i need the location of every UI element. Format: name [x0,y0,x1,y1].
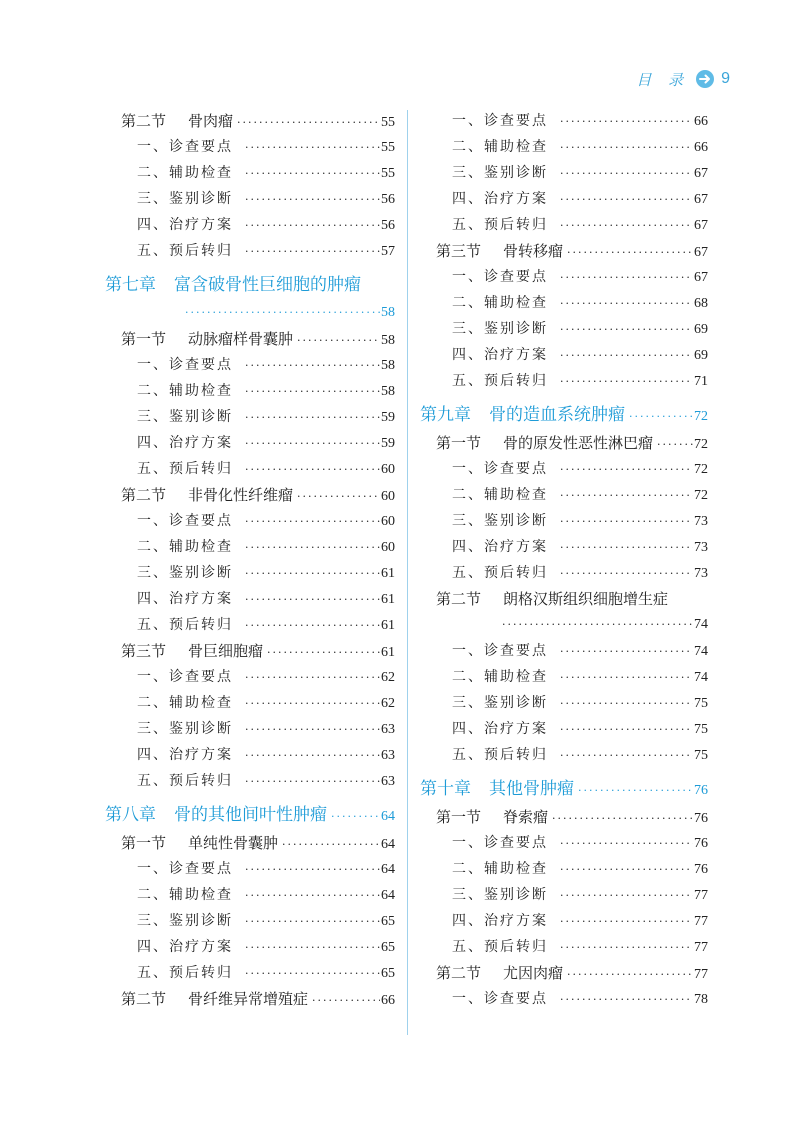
page-ref: 74 [694,644,708,659]
toc-item [420,560,708,586]
leader-dots [245,431,380,456]
section-number: 第一节 [121,330,167,348]
page-ref: 67 [694,270,708,285]
page-ref: 61 [381,592,395,607]
chapter-number: 第七章 [105,275,156,295]
leader-dots [245,961,380,986]
page-ref: 55 [381,140,395,155]
toc-item [105,352,395,378]
toc-item [420,264,708,290]
toc-section [420,586,708,612]
item-label: 一、诊查要点 [452,113,548,129]
section-number: 第二节 [436,590,482,608]
toc-chapter-continuation [105,300,395,326]
leader-dots [245,239,380,264]
toc-item [420,986,708,1012]
leader-dots [560,639,693,664]
leader-dots [560,187,693,212]
section-number: 第三节 [121,642,167,660]
item-label: 二、辅助检查 [137,539,233,555]
item-label: 二、辅助检查 [452,487,548,503]
page-ref: 65 [381,940,395,955]
section-number: 第二节 [436,964,482,982]
item-label: 二、辅助检查 [452,139,548,155]
item-label: 五、预后转归 [452,217,548,233]
item-label: 四、治疗方案 [452,347,548,363]
leader-dots [245,857,380,882]
toc-item [105,534,395,560]
item-label: 二、辅助检查 [137,383,233,399]
leader-dots [560,987,693,1012]
leader-dots [560,935,693,960]
toc-section [420,238,708,264]
toc-left-column [105,108,395,1012]
section-title: 骨肉瘤 [188,112,234,130]
item-label: 三、鉴别诊断 [137,913,233,929]
toc-item [105,664,395,690]
page-ref: 67 [694,166,708,181]
leader-dots [560,369,693,394]
page-ref: 61 [381,645,395,660]
toc-item [105,716,395,742]
leader-dots [560,213,693,238]
toc-item [105,960,395,986]
section-number: 第一节 [436,434,482,452]
toc-item [420,212,708,238]
page-ref: 75 [694,722,708,737]
toc-item [105,586,395,612]
page-ref: 57 [381,244,395,259]
leader-dots [245,535,380,560]
page-ref: 61 [381,618,395,633]
leader-dots [629,402,693,430]
page-ref: 77 [694,888,708,903]
page-ref: 72 [694,437,708,452]
section-number: 第一节 [121,834,167,852]
page-ref: 75 [694,696,708,711]
item-label: 五、预后转归 [137,243,233,259]
leader-dots [245,587,380,612]
item-label: 五、预后转归 [137,773,233,789]
page-ref: 58 [381,333,395,348]
item-label: 一、诊查要点 [452,269,548,285]
toc-item [105,456,395,482]
section-number: 第一节 [436,808,482,826]
leader-dots [560,665,693,690]
page-ref: 73 [694,514,708,529]
leader-dots [245,457,380,482]
leader-dots [567,240,693,264]
leader-dots [560,457,693,482]
toc-item [420,108,708,134]
section-title: 动脉瘤样骨囊肿 [188,330,294,348]
leader-dots [560,135,693,160]
header-title: 目 录 [636,70,690,89]
item-label: 二、辅助检查 [137,887,233,903]
toc-item [420,368,708,394]
toc-chapter [105,800,395,830]
item-label: 四、治疗方案 [452,913,548,929]
item-label: 一、诊查要点 [452,643,548,659]
leader-dots [331,802,380,830]
item-label: 三、鉴别诊断 [137,721,233,737]
toc-item [420,508,708,534]
page-ref: 77 [694,940,708,955]
toc-section [105,108,395,134]
toc-section [420,804,708,830]
page-ref: 68 [694,296,708,311]
item-label: 四、治疗方案 [137,939,233,955]
item-label: 五、预后转归 [452,565,548,581]
leader-dots [245,379,380,404]
leader-dots [552,806,693,830]
page-ref: 58 [381,305,395,320]
page-ref: 66 [381,993,395,1008]
toc-item [420,186,708,212]
item-label: 四、治疗方案 [137,747,233,763]
page-ref: 77 [694,967,708,982]
toc-item [105,934,395,960]
item-label: 四、治疗方案 [137,435,233,451]
leader-dots [245,353,380,378]
page-ref: 71 [694,374,708,389]
page-ref: 72 [694,488,708,503]
leader-dots [560,265,693,290]
page-ref: 55 [381,166,395,181]
leader-dots [560,343,693,368]
toc-item [420,482,708,508]
toc-item [420,856,708,882]
toc-item [105,134,395,160]
leader-dots [560,857,693,882]
toc-item [105,560,395,586]
section-number: 第二节 [121,112,167,130]
leader-dots [245,135,380,160]
section-title: 脊索瘤 [503,808,549,826]
toc-section [105,326,395,352]
page-ref: 75 [694,748,708,763]
page-ref: 55 [381,115,395,130]
item-label: 三、鉴别诊断 [452,321,548,337]
item-label: 一、诊查要点 [452,835,548,851]
chapter-title: 骨的其他间叶性肿瘤 [174,805,327,825]
page-ref: 73 [694,566,708,581]
item-label: 五、预后转归 [452,747,548,763]
toc-item [105,430,395,456]
page-ref: 74 [694,617,708,632]
toc-item [420,742,708,768]
page-ref: 77 [694,914,708,929]
toc-item [105,908,395,934]
item-label: 四、治疗方案 [137,591,233,607]
chapter-number: 第八章 [105,805,156,825]
page-ref: 66 [694,114,708,129]
leader-dots [560,717,693,742]
section-title: 骨巨细胞瘤 [188,642,264,660]
section-title: 尤因肉瘤 [503,964,564,982]
page-ref: 72 [694,409,708,424]
item-label: 四、治疗方案 [452,539,548,555]
item-label: 三、鉴别诊断 [452,695,548,711]
toc-item [105,508,395,534]
item-label: 三、鉴别诊断 [452,165,548,181]
page-ref: 56 [381,218,395,233]
leader-dots [245,509,380,534]
leader-dots [560,883,693,908]
leader-dots [245,691,380,716]
toc-section [420,960,708,986]
toc-item [420,316,708,342]
item-label: 四、治疗方案 [137,217,233,233]
leader-dots [657,432,693,456]
section-number: 第三节 [436,242,482,260]
leader-dots [560,535,693,560]
leader-dots [245,909,380,934]
toc-item [420,134,708,160]
item-label: 一、诊查要点 [137,357,233,373]
leader-dots [502,612,693,638]
page-ref: 64 [381,888,395,903]
toc-chapter [420,400,708,430]
section-title: 单纯性骨囊肿 [188,834,279,852]
leader-dots [185,300,380,326]
page-ref: 63 [381,722,395,737]
toc-item [105,612,395,638]
leader-dots [245,743,380,768]
toc-item [105,160,395,186]
toc-item [420,342,708,368]
toc-section [105,638,395,664]
toc-section [105,986,395,1012]
toc-chapter [105,270,395,300]
leader-dots [297,328,380,352]
section-title: 骨转移瘤 [503,242,564,260]
toc-item [105,742,395,768]
toc-item [105,186,395,212]
page-ref: 66 [694,140,708,155]
leader-dots [560,109,693,134]
page-ref: 65 [381,914,395,929]
item-label: 五、预后转归 [452,939,548,955]
page-ref: 76 [694,862,708,877]
item-label: 五、预后转归 [452,373,548,389]
arrow-right-icon [695,69,715,89]
page-ref: 76 [694,836,708,851]
leader-dots [245,613,380,638]
toc-item [420,716,708,742]
leader-dots [245,561,380,586]
page-ref: 73 [694,540,708,555]
page-number: 9 [721,70,730,87]
item-label: 一、诊查要点 [452,461,548,477]
page-ref: 59 [381,436,395,451]
page-ref: 60 [381,489,395,504]
toc-item [420,290,708,316]
chapter-title: 其他骨肿瘤 [489,779,574,799]
page-ref: 64 [381,837,395,852]
item-label: 五、预后转归 [137,965,233,981]
leader-dots [560,161,693,186]
page-ref: 76 [694,783,708,798]
chapter-title: 富含破骨性巨细胞的肿瘤 [174,275,361,295]
item-label: 五、预后转归 [137,461,233,477]
page-ref: 67 [694,245,708,260]
leader-dots [245,935,380,960]
leader-dots [560,483,693,508]
page-ref: 62 [381,670,395,685]
item-label: 一、诊查要点 [452,991,548,1007]
toc-item [420,690,708,716]
item-label: 三、鉴别诊断 [137,409,233,425]
toc-section [420,430,708,456]
page-ref: 63 [381,748,395,763]
item-label: 二、辅助检查 [137,695,233,711]
page-ref: 74 [694,670,708,685]
item-label: 一、诊查要点 [137,861,233,877]
item-label: 一、诊查要点 [137,669,233,685]
leader-dots [245,665,380,690]
item-label: 三、鉴别诊断 [137,565,233,581]
chapter-title: 骨的造血系统肿瘤 [489,405,625,425]
toc-item [420,638,708,664]
leader-dots [237,110,380,134]
section-title: 非骨化性纤维瘤 [188,486,294,504]
leader-dots [560,509,693,534]
toc-item [105,404,395,430]
section-number: 第二节 [121,486,167,504]
page-header [636,68,730,90]
leader-dots [245,405,380,430]
toc-item [105,212,395,238]
leader-dots [245,717,380,742]
leader-dots [560,561,693,586]
leader-dots [560,831,693,856]
page-ref: 64 [381,809,395,824]
toc-item [420,456,708,482]
item-label: 二、辅助检查 [452,861,548,877]
toc-item [105,882,395,908]
toc-item [420,908,708,934]
page-ref: 56 [381,192,395,207]
page-ref: 67 [694,192,708,207]
page-ref: 60 [381,514,395,529]
page-ref: 58 [381,384,395,399]
page-ref: 62 [381,696,395,711]
item-label: 一、诊查要点 [137,139,233,155]
leader-dots [297,484,380,508]
leader-dots [560,317,693,342]
leader-dots [245,161,380,186]
toc-item [105,238,395,264]
page-ref: 60 [381,462,395,477]
chapter-number: 第十章 [420,779,471,799]
toc-item [420,534,708,560]
section-title: 骨纤维异常增殖症 [188,990,309,1008]
page-ref: 76 [694,811,708,826]
leader-dots [560,291,693,316]
section-title: 骨的原发性恶性淋巴瘤 [503,434,654,452]
toc-section [105,830,395,856]
page-ref: 59 [381,410,395,425]
item-label: 三、鉴别诊断 [452,513,548,529]
leader-dots [560,691,693,716]
toc-item [420,664,708,690]
leader-dots [560,909,693,934]
toc-chapter [420,774,708,804]
item-label: 四、治疗方案 [452,721,548,737]
leader-dots [245,187,380,212]
page-ref: 58 [381,358,395,373]
page-ref: 69 [694,322,708,337]
leader-dots [245,883,380,908]
toc-right-column [420,108,708,1012]
leader-dots [245,213,380,238]
page-ref: 78 [694,992,708,1007]
page-ref: 72 [694,462,708,477]
leader-dots [312,988,380,1012]
section-number: 第二节 [121,990,167,1008]
toc-item [105,856,395,882]
toc-section [105,482,395,508]
leader-dots [267,640,380,664]
leader-dots [282,832,380,856]
page-ref: 69 [694,348,708,363]
toc-section-continuation [420,612,708,638]
leader-dots [567,962,693,986]
leader-dots [578,776,693,804]
page-ref: 65 [381,966,395,981]
column-divider [407,110,408,1035]
toc-item [420,934,708,960]
page-ref: 60 [381,540,395,555]
item-label: 二、辅助检查 [452,669,548,685]
leader-dots [245,769,380,794]
item-label: 二、辅助检查 [137,165,233,181]
toc-item [105,768,395,794]
item-label: 五、预后转归 [137,617,233,633]
page-ref: 67 [694,218,708,233]
item-label: 二、辅助检查 [452,295,548,311]
item-label: 三、鉴别诊断 [137,191,233,207]
page-ref: 64 [381,862,395,877]
page-ref: 63 [381,774,395,789]
item-label: 三、鉴别诊断 [452,887,548,903]
toc-item [420,160,708,186]
toc-item [105,378,395,404]
toc-item [420,882,708,908]
page-ref: 61 [381,566,395,581]
item-label: 一、诊查要点 [137,513,233,529]
toc-item [420,830,708,856]
leader-dots [560,743,693,768]
chapter-number: 第九章 [420,405,471,425]
item-label: 四、治疗方案 [452,191,548,207]
section-title: 朗格汉斯组织细胞增生症 [503,590,669,608]
toc-item [105,690,395,716]
